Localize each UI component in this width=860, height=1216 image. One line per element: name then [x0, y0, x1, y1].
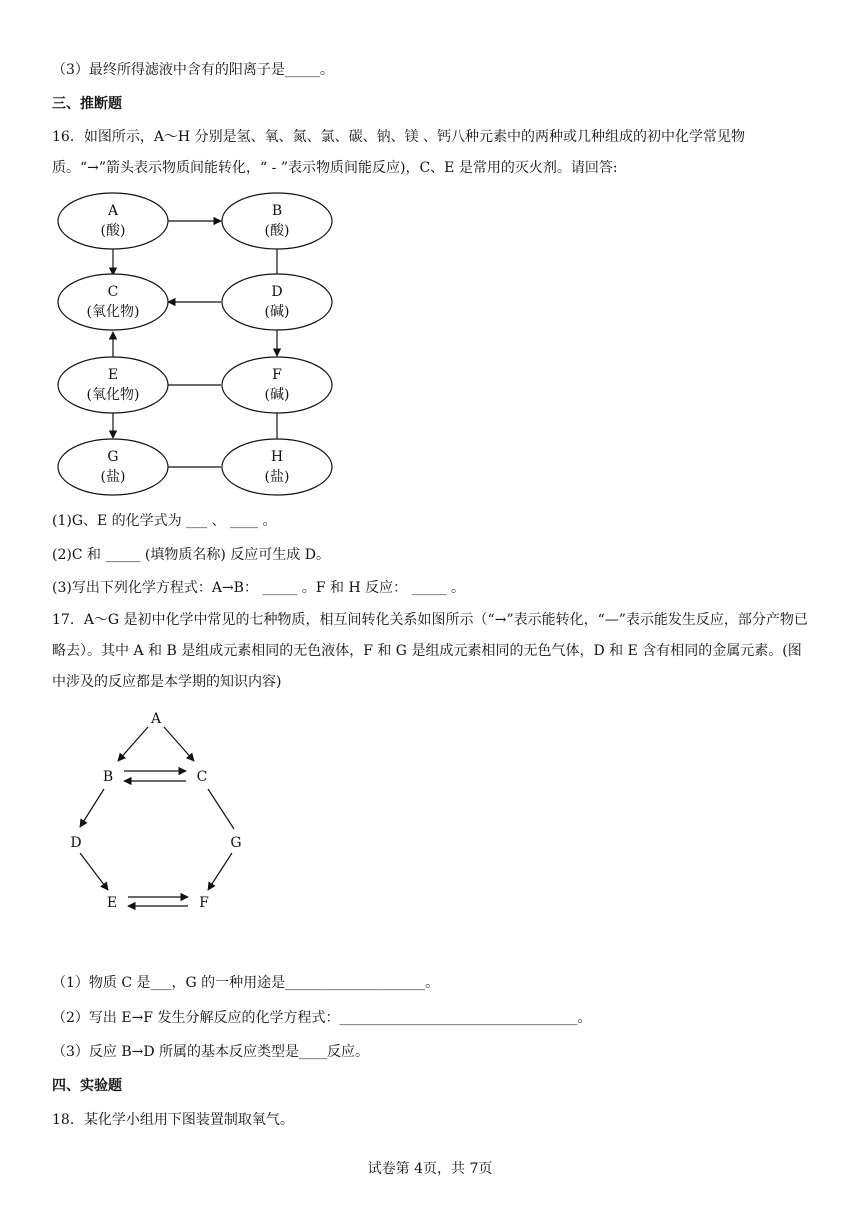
- node-b-ellipse: [222, 193, 332, 249]
- node-g-letter: G: [107, 449, 119, 465]
- q16-part3: (3)写出下列化学方程式：A→B： _____ 。F 和 H 反应： _____ 。: [52, 580, 466, 596]
- arrow-g-to-f: [208, 853, 232, 890]
- arrow-a-to-c: [164, 727, 194, 761]
- section-4-title: 四、实验题: [52, 1078, 122, 1094]
- q17-part2: （2）写出 E→F 发生分解反应的化学方程式：__________________________________。: [52, 1010, 592, 1026]
- section-3-title: 三、推断题: [52, 96, 122, 112]
- q16-part1: (1)G、E 的化学式为 ___ 、 ____ 。: [52, 513, 277, 529]
- node-h-type: (盐): [264, 469, 290, 485]
- q17-part1: （1）物质 C 是___，G 的一种用途是____________________。: [52, 975, 440, 991]
- line-c-g: [208, 789, 234, 829]
- node-d-type: (碱): [264, 304, 290, 320]
- node-c-letter: C: [107, 284, 119, 300]
- node-a-type: (酸): [100, 223, 126, 239]
- q16-part2: (2)C 和 _____ (填物质名称) 反应可生成 D。: [52, 547, 330, 563]
- node-f-type: (碱): [264, 387, 290, 403]
- label-d: D: [70, 835, 82, 851]
- q17-intro: 17．A～G 是初中化学中常见的七种物质，相互间转化关系如图所示（“→”表示能转化，“—”表示能发生反应，部分产物已略去）。其中 A 和 B 是组成元素相同的无色液体，F 和 G 是组成元素相同的无色气体，D 和 E 含有相同的金属元素。(图中涉及的反应都是本学期的知识内容): [52, 612, 808, 690]
- label-g: G: [230, 835, 242, 851]
- label-c: C: [196, 769, 208, 785]
- node-f-ellipse: [222, 357, 332, 413]
- node-b-letter: B: [271, 203, 283, 219]
- q15-part3: （3）最终所得滤液中含有的阳离子是_____。: [52, 62, 334, 78]
- node-g-type: (盐): [100, 469, 126, 485]
- q16-intro: 16．如图所示，A～H 分别是氢、氧、氮、氯、碳、钠、镁 、钙八种元素中的两种或几种组成的初中化学常见物质。“→”箭头表示物质间能转化，“ - ”表示物质间能反应)，C、E 是常用的灭火剂。请回答:: [52, 129, 746, 176]
- node-f-letter: F: [272, 367, 282, 383]
- label-b: B: [102, 769, 114, 785]
- label-f: F: [199, 895, 209, 911]
- node-g-ellipse: [58, 439, 168, 495]
- node-c-type: (氧化物): [86, 304, 140, 320]
- node-e-ellipse: [58, 357, 168, 413]
- node-e-type: (氧化物): [86, 387, 140, 403]
- node-b-type: (酸): [264, 223, 290, 239]
- q17-part3: （3）反应 B→D 所属的基本反应类型是____反应。: [52, 1044, 370, 1060]
- node-h-ellipse: [222, 439, 332, 495]
- node-a-ellipse: [58, 193, 168, 249]
- arrow-d-to-e: [80, 853, 108, 890]
- q17-diagram: [60, 705, 260, 915]
- node-e-letter: E: [107, 367, 119, 383]
- arrow-b-to-d: [80, 789, 104, 827]
- node-c-ellipse: [58, 274, 168, 330]
- arrow-a-to-b: [118, 727, 148, 761]
- label-a: A: [150, 711, 162, 727]
- page-footer: 试卷第 4页，共 7页: [367, 1161, 493, 1177]
- node-h-letter: H: [270, 449, 284, 465]
- node-a-letter: A: [107, 203, 119, 219]
- node-d-letter: D: [271, 284, 283, 300]
- q16-diagram: [55, 192, 340, 497]
- q18-intro: 18．某化学小组用下图装置制取氧气。: [52, 1112, 294, 1128]
- node-d-ellipse: [222, 274, 332, 330]
- label-e: E: [106, 895, 118, 911]
